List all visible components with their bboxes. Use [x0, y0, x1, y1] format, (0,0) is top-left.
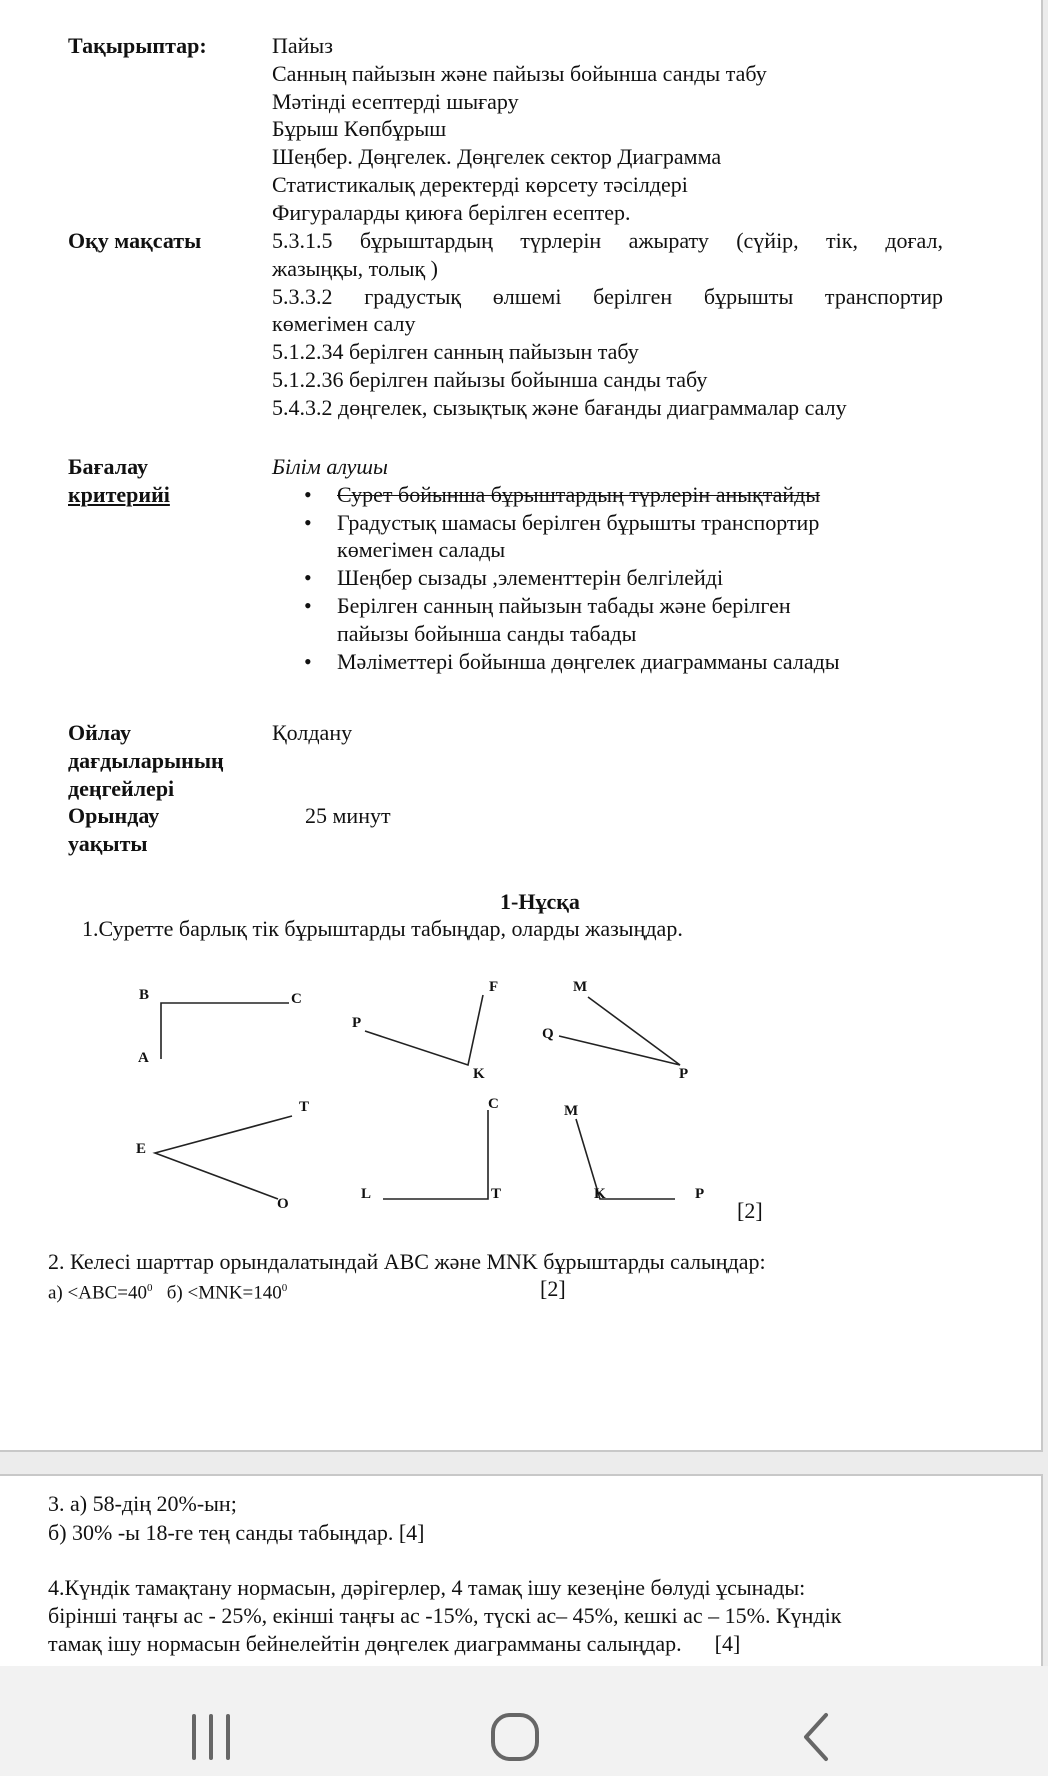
label-line: дағдыларының	[68, 747, 224, 773]
point-label: L	[361, 1186, 372, 1202]
label-line: Ойлау	[68, 720, 132, 745]
document-page-2	[0, 1474, 1043, 1668]
criteria-intro: Білім алушы	[272, 454, 388, 479]
angle-abc	[161, 1003, 289, 1059]
variant-title: 1-Нұсқа	[500, 889, 580, 914]
point-label: F	[489, 979, 499, 995]
point-label: C	[488, 1096, 499, 1112]
question-1-text: 1.Суретте барлық тік бұрыштарды табыңдар, оларды жазыңдар.	[82, 916, 683, 941]
topic-item: Фигураларды қиюға берілген есептер.	[272, 199, 631, 225]
angle-pkf	[365, 995, 483, 1065]
criteria-text: Градустық шамасы берілген бұрышты транспортир	[337, 509, 820, 535]
criteria-label-line: Бағалау	[68, 454, 148, 479]
question-2-score: [2]	[540, 1276, 566, 1301]
point-label: A	[138, 1050, 149, 1066]
criteria-text: Берілген санның пайызын табады және берілген	[337, 592, 791, 618]
objectives-label: Оқу мақсаты	[68, 228, 202, 253]
question-3a: 3. а) 58-дің 20%-ын;	[48, 1491, 237, 1516]
objective-item: 5.4.3.2 дөңгелек, сызықтық және бағанды диаграммалар салу	[272, 394, 847, 420]
point-label: O	[277, 1196, 289, 1212]
point-label: M	[564, 1103, 579, 1119]
point-label: T	[299, 1099, 310, 1115]
topic-item: Мәтінді есептерді шығару	[272, 88, 519, 114]
topic-item: Шеңбер. Дөңгелек. Дөңгелек сектор Диаграмма	[272, 144, 722, 170]
point-label: T	[491, 1186, 502, 1202]
criteria-item: • Мәліметтері бойынша дөңгелек диаграмманы салады	[272, 648, 840, 676]
criteria-item: • Шеңбер сызады ,элементтерін белгілейді	[272, 564, 840, 592]
topic-item: Статистикалық деректерді көрсету тәсілдері	[272, 171, 688, 197]
point-label: M	[573, 979, 588, 995]
point-label: P	[352, 1015, 362, 1031]
point-label: P	[695, 1186, 705, 1202]
condition-b: б) <MNK=140	[166, 1282, 282, 1304]
point-label: C	[291, 991, 302, 1007]
label-line: деңгейлері	[68, 775, 175, 801]
question-2-conditions	[48, 1275, 287, 1307]
question-3b: б) 30% -ы 18-ге тең санды табыңдар. [4]	[48, 1520, 425, 1545]
point-label: P	[679, 1066, 689, 1082]
question-4-line: бірінші таңғы ас - 25%, екінші таңғы ас -15%, түскі ас– 45%, кешкі ас – 15%. Күндік	[48, 1603, 842, 1628]
criteria-text: көмегімен салады	[337, 537, 506, 563]
angle-teo	[155, 1116, 292, 1199]
objective-item: 5.1.2.36 берілген пайызы бойынша санды табу	[272, 366, 708, 392]
point-label: B	[139, 987, 150, 1003]
recent-apps-icon[interactable]	[188, 1714, 234, 1760]
objective-item: 5.3.1.5 бұрыштардың түрлерін ажырату (сүйір, тік, доғал,	[272, 228, 943, 253]
topic-item: Бұрыш Көпбұрыш	[272, 116, 447, 142]
android-navigation-bar	[0, 1666, 1048, 1776]
angle-mpq	[559, 997, 680, 1065]
back-icon[interactable]	[800, 1712, 832, 1762]
topic-item: Пайыз	[272, 33, 333, 58]
label-line: Орындау	[68, 803, 160, 829]
point-label: Q	[542, 1026, 554, 1042]
degree-sup: 0	[147, 1282, 153, 1294]
question-2-text: 2. Келесі шарттар орындалатындай ABC және MNK бұрыштарды салыңдар:	[48, 1249, 766, 1274]
home-icon[interactable]	[490, 1712, 540, 1762]
thinking-value: Қолдану	[272, 720, 353, 745]
point-label: K	[473, 1066, 485, 1082]
angle-ltc	[383, 1110, 488, 1199]
time-value: 25 минут	[305, 803, 391, 828]
objective-item: көмегімен салу	[272, 311, 416, 337]
point-label: E	[136, 1141, 147, 1157]
criteria-item: • Сурет бойынша бұрыштардың түрлерін анықтайды	[272, 481, 840, 509]
objective-item: 5.1.2.34 берілген санның пайызын табу	[272, 339, 639, 365]
question-1-score: [2]	[737, 1198, 763, 1223]
condition-a: а) <ABC=40	[48, 1282, 148, 1304]
criteria-label-line: критерийі	[68, 481, 170, 507]
angle-mkp	[576, 1119, 675, 1199]
question-4-line: 4.Күндік тамақтану нормасын, дәрігерлер, 4 тамақ ішу кезеңіне бөлуді ұсынады:	[48, 1575, 806, 1600]
question-4-line: тамақ ішу нормасын бейнелейтін дөңгелек диаграмманы салыңдар. [4]	[48, 1631, 741, 1656]
degree-sup: 0	[281, 1282, 288, 1294]
label-line: уақыты	[68, 831, 148, 857]
point-label: K	[594, 1186, 606, 1202]
topics-label: Тақырыптар:	[68, 33, 207, 58]
objective-item: жазыңқы, толық )	[272, 255, 438, 281]
objective-item: 5.3.3.2 градустық өлшемі берілген бұрышты транспортир	[272, 283, 943, 309]
topic-item: Санның пайызын және пайызы бойынша санды табу	[272, 60, 767, 86]
criteria-text: пайызы бойынша санды табады	[337, 620, 637, 646]
